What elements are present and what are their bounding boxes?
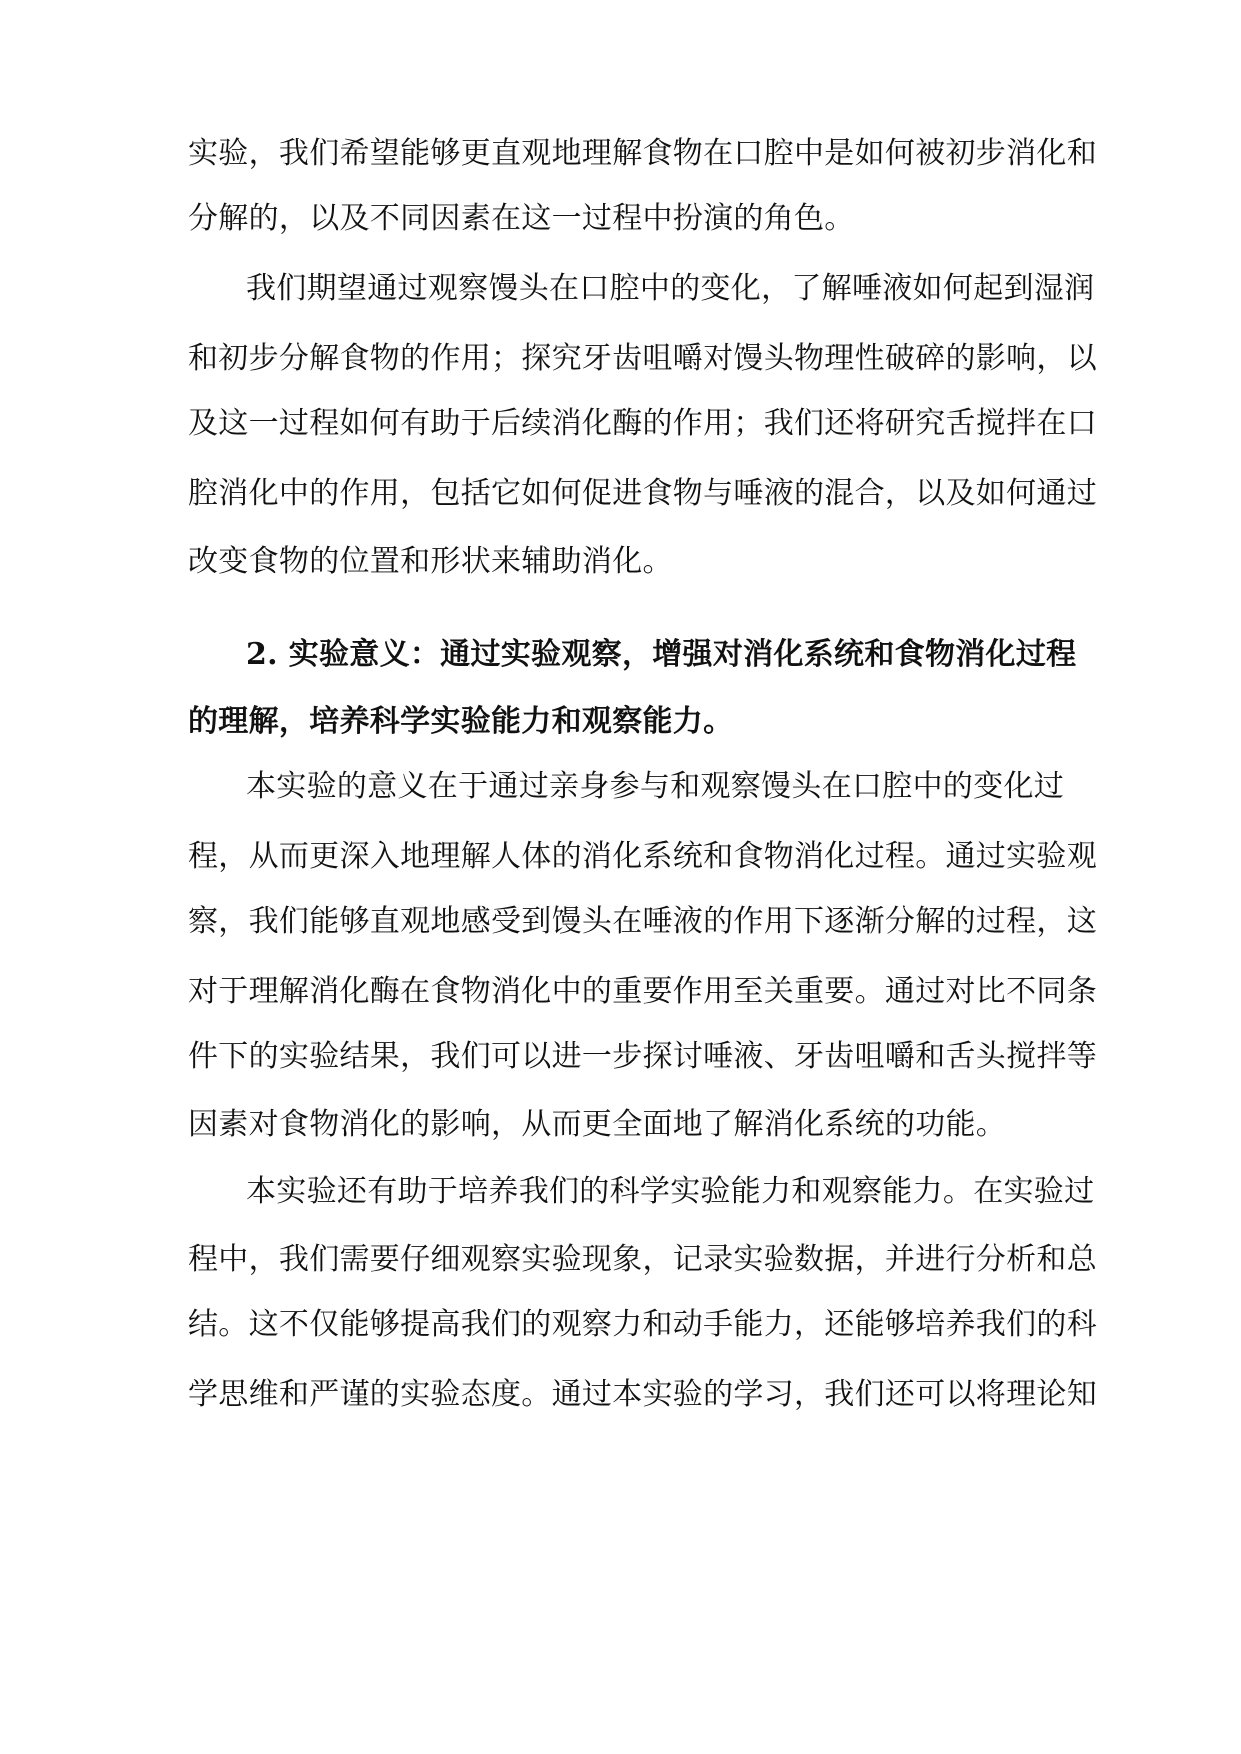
paragraph-3-line-4: 对于理解消化酶在食物消化中的重要作用至关重要。通过对比不同条 (188, 974, 1097, 1009)
paragraph-2-line-4: 腔消化中的作用，包括它如何促进食物与唾液的混合，以及如何通过 (188, 476, 1097, 511)
paragraph-2-line-2: 和初步分解食物的作用；探究牙齿咀嚼对馒头物理性破碎的影响，以 (188, 341, 1097, 376)
paragraph-4-line-4: 学思维和严谨的实验态度。通过本实验的学习，我们还可以将理论知 (188, 1377, 1097, 1412)
paragraph-4-line-2: 程中，我们需要仔细观察实验现象，记录实验数据，并进行分析和总 (188, 1242, 1097, 1277)
paragraph-2-line-5: 改变食物的位置和形状来辅助消化。 (188, 544, 673, 579)
paragraph-4-line-3: 结。这不仅能够提高我们的观察力和动手能力，还能够培养我们的科 (188, 1307, 1097, 1342)
paragraph-3-line-6: 因素对食物消化的影响，从而更全面地了解消化系统的功能。 (188, 1107, 1007, 1142)
paragraph-3-line-5: 件下的实验结果，我们可以进一步探讨唾液、牙齿咀嚼和舌头搅拌等 (188, 1039, 1097, 1074)
paragraph-3-line-1: 本实验的意义在于通过亲身参与和观察馒头在口腔中的变化过 (246, 769, 1065, 804)
section-heading-line-2: 的理解，培养科学实验能力和观察能力。 (188, 704, 734, 739)
paragraph-3-line-2: 程，从而更深入地理解人体的消化系统和食物消化过程。通过实验观 (188, 839, 1097, 874)
section-heading-line-1: 2. 实验意义：通过实验观察，增强对消化系统和食物消化过程 (246, 637, 1077, 672)
paragraph-2-line-1: 我们期望通过观察馒头在口腔中的变化，了解唾液如何起到湿润 (246, 271, 1095, 306)
paragraph-1-line-2: 分解的，以及不同因素在这一过程中扮演的角色。 (188, 201, 855, 236)
paragraph-1-line-1: 实验，我们希望能够更直观地理解食物在口腔中是如何被初步消化和 (188, 136, 1097, 171)
paragraph-2-line-3: 及这一过程如何有助于后续消化酶的作用；我们还将研究舌搅拌在口 (188, 406, 1097, 441)
document-page (188, 0, 1097, 1754)
paragraph-3-line-3: 察，我们能够直观地感受到馒头在唾液的作用下逐渐分解的过程，这 (188, 904, 1097, 939)
paragraph-4-line-1: 本实验还有助于培养我们的科学实验能力和观察能力。在实验过 (246, 1174, 1095, 1209)
